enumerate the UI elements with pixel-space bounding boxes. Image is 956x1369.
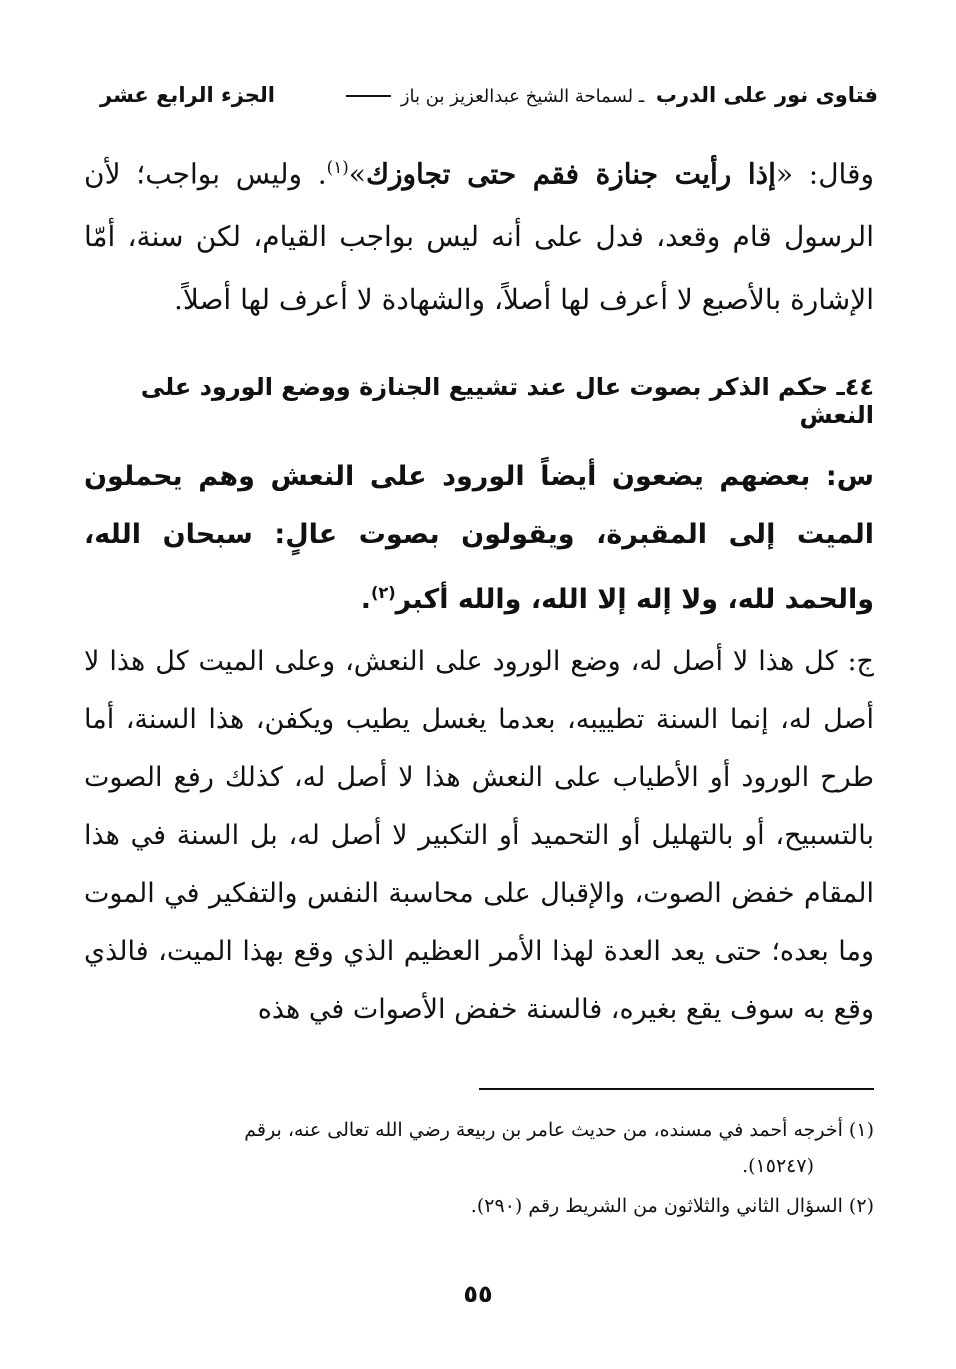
footnote-ref-2: (٢) xyxy=(370,583,396,602)
paragraph-1 xyxy=(84,136,874,331)
footnotes xyxy=(84,1112,874,1228)
running-header xyxy=(100,78,878,112)
question-end: . xyxy=(360,584,371,615)
footnote-1-line-2: (١٥٢٤٧). xyxy=(742,1155,814,1177)
footnote-ref-1: (١) xyxy=(326,157,349,177)
answer-paragraph: ج: كل هذا لا أصل له، وضع الورود على النعش، وعلى الميت كل هذا لا أصل له، إنما السنة تطييبه، بعدما يغسل يطيب ويكفن، هذا السنة، أما طرح الورود أو الأطياب على النعش هذا لا أصل له، كذلك رفع الصوت بالتسبيح، أو بالتهليل أو التحميد أو التكبير لا أصل له، بل السنة في هذا المقام خفض الصوت، والإقبال على محاسبة النفس والتفكير في الموت وما بعده؛ حتى يعد العدة لهذا الأمر العظيم الذي وقع بهذا الميت، فالذي وقع به سوف يقع بغيره، فالسنة خفض الأصوات في هذه xyxy=(84,646,874,1025)
footnote-1-line-1: (١) أخرجه أحمد في مسنده، من حديث عامر بن ربيعة رضي الله تعالى عنه، برقم xyxy=(244,1119,874,1141)
page-number: ٥٥ xyxy=(463,1280,493,1308)
author-name: لسماحة الشيخ عبدالعزيز بن باز xyxy=(400,86,634,107)
paragraph-1-intro: وقال: « xyxy=(775,157,874,191)
hadith-quote: إذا رأيت جنازة فقم حتى تجاوزك xyxy=(365,157,776,191)
question-text: س: بعضهم يضعون أيضاً الورود على النعش وهم يحملون الميت إلى المقبرة، ويقولون بصوت عالٍ: سبحان الله، والحمد لله، ولا إله إلا الله، والله أكبر xyxy=(84,461,874,615)
footnote-2: (٢) السؤال الثاني والثلاثون من الشريط رقم (٢٩٠). xyxy=(470,1195,874,1217)
quote-close: » xyxy=(348,157,366,191)
footnote-1 xyxy=(84,1112,874,1184)
series-title: فتاوى نور على الدرب xyxy=(655,83,878,107)
footnote-separator xyxy=(479,1088,874,1090)
header-dash xyxy=(346,95,391,97)
header-series: فتاوى نور على الدرب ـ لسماحة الشيخ عبدالعزيز بن باز xyxy=(342,83,878,107)
question-paragraph xyxy=(84,448,874,629)
section-title: ٤٤ـ حكم الذكر بصوت عال عند تشييع الجنازة ووضع الورود على النعش xyxy=(140,373,874,429)
volume-label: الجزء الرابع عشر xyxy=(100,83,275,107)
paragraph-1-body: . وليس بواجب؛ لأن الرسول قام وقعد، فدل على أنه ليس بواجب القيام، لكن سنة، أمّا الإشارة بالأصبع لا أعرف لها أصلاً، والشهادة لا أعرف لها أصلاً. xyxy=(84,157,874,317)
